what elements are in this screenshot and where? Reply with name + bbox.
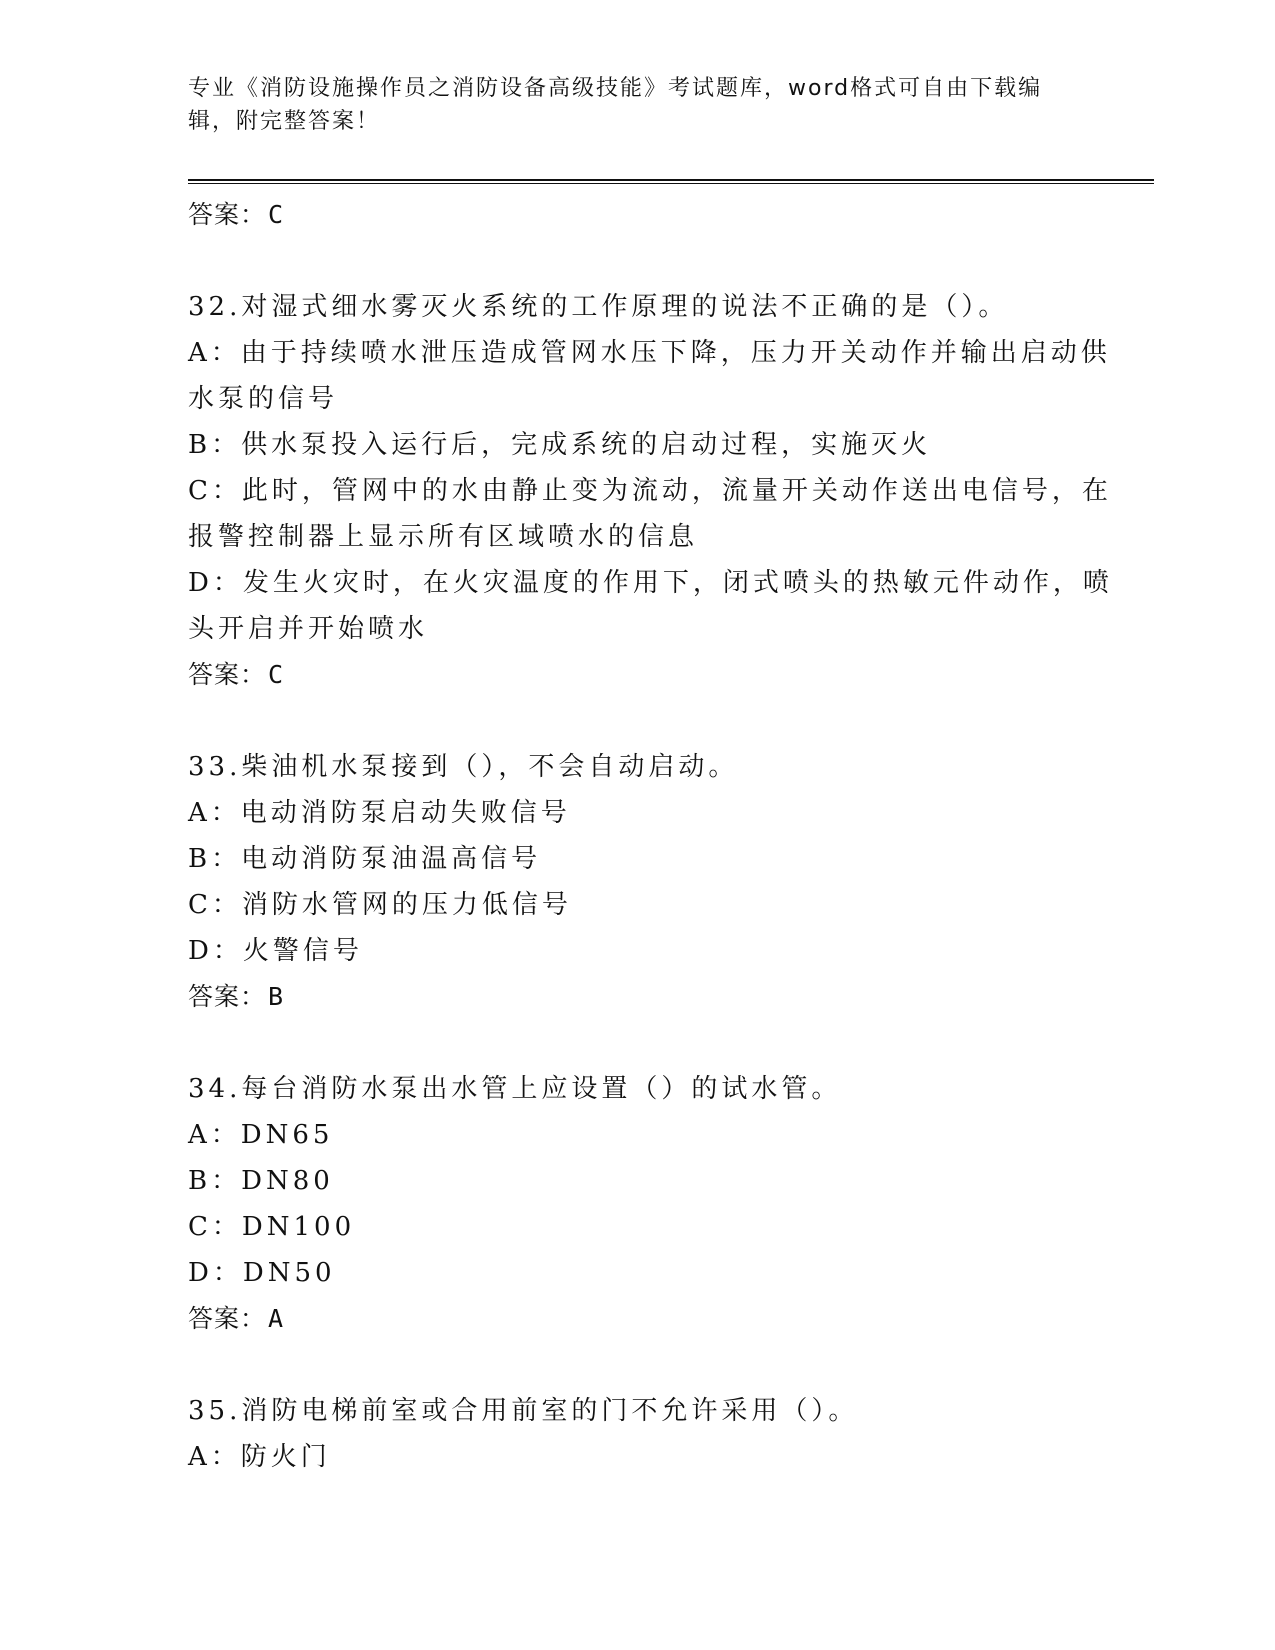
spacer: [188, 1342, 1088, 1388]
question-text: 34.每台消防水泵出水管上应设置（）的试水管。: [188, 1074, 842, 1104]
option-d: D：发生火灾时，在火灾温度的作用下，闭式喷头的热敏元件动作，喷: [188, 568, 1113, 598]
option-c-continued: 报警控制器上显示所有区域喷水的信息: [188, 522, 699, 552]
option-a: A：DN65: [188, 1120, 334, 1150]
answer-line: [188, 1296, 1088, 1342]
spacer: [188, 1020, 1088, 1066]
question-block: [188, 744, 1088, 1020]
question-text: 32.对湿式细水雾灭火系统的工作原理的说法不正确的是（）。: [188, 292, 1009, 322]
answer-line: [188, 192, 1088, 238]
answer-value: C: [268, 660, 285, 689]
spacer: [188, 698, 1088, 744]
question-list: [188, 192, 1113, 1480]
option-c: C：此时，管网中的水由静止变为流动，流量开关动作送出电信号，在: [188, 476, 1112, 506]
answer-value: C: [268, 200, 285, 229]
option-d-continued: 头开启并开始喷水: [188, 614, 429, 644]
option-b: B：供水泵投入运行后，完成系统的启动过程，实施灭火: [188, 430, 932, 460]
header-line-2: 辑，附完整答案！: [188, 109, 381, 134]
answer-line: [188, 974, 1088, 1020]
option-a-continued: 水泵的信号: [188, 384, 339, 414]
answer-value: B: [268, 982, 285, 1011]
header-line-1: 专业《消防设施操作员之消防设备高级技能》考试题库，word格式可自由下载编: [188, 76, 1043, 101]
spacer: [188, 238, 1088, 284]
header-divider-thick: [188, 179, 1154, 181]
header-divider-thin: [188, 183, 1154, 184]
document-header: [188, 72, 1088, 138]
option-b: B：电动消防泵油温高信号: [188, 844, 542, 874]
answer-label: 答案：: [188, 982, 267, 1011]
answer-line: [188, 652, 1088, 698]
answer-value: A: [268, 1304, 285, 1333]
option-a: A：电动消防泵启动失败信号: [188, 798, 571, 828]
option-a: A：防火门: [188, 1442, 331, 1472]
question-text: 33.柴油机水泵接到（），不会自动启动。: [188, 752, 739, 782]
option-c: C：消防水管网的压力低信号: [188, 890, 572, 920]
question-block: [188, 284, 1113, 698]
answer-label: 答案：: [188, 1304, 267, 1333]
option-c: C：DN100: [188, 1212, 356, 1242]
option-d: D：DN50: [188, 1258, 336, 1288]
option-a: A：由于持续喷水泄压造成管网水压下降，压力开关动作并输出启动供: [188, 338, 1111, 368]
question-block: [188, 1388, 1088, 1480]
question-block: [188, 1066, 1088, 1342]
option-b: B：DN80: [188, 1166, 334, 1196]
question-text: 35.消防电梯前室或合用前室的门不允许采用（）。: [188, 1396, 859, 1426]
option-d: D：火警信号: [188, 936, 363, 966]
answer-label: 答案：: [188, 200, 267, 229]
answer-label: 答案：: [188, 660, 267, 689]
